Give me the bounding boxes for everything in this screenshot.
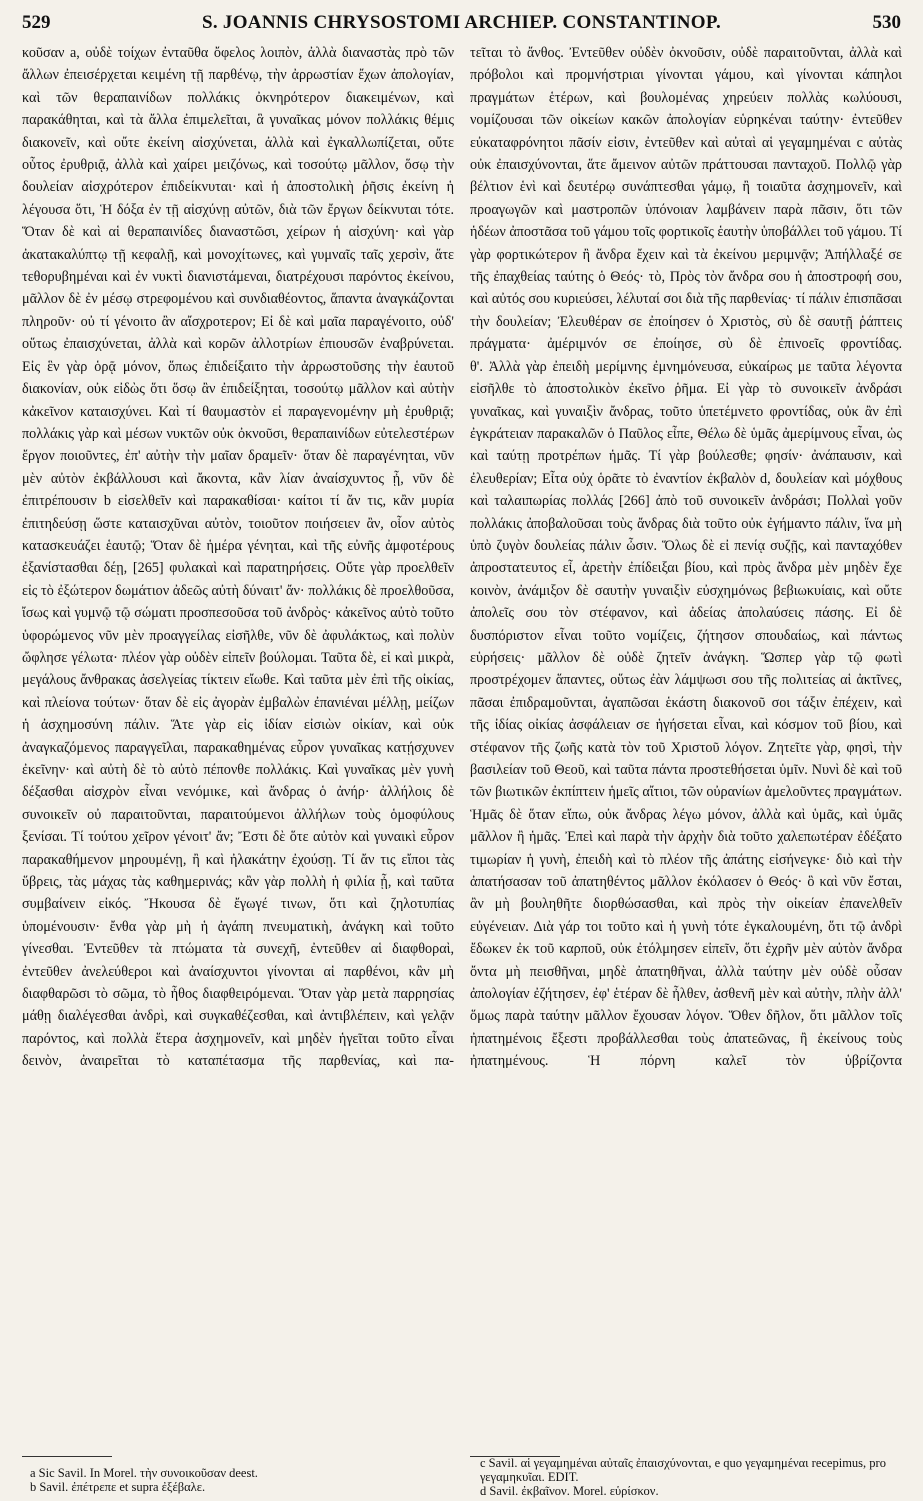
footnotes-left (30, 1466, 450, 1494)
left-paragraph: κοῦσαν a, οὐδὲ τοίχων ἐνταῦθα ὄφελος λοιπὸν, ἀλλὰ διαναστὰς πρὸ τῶν ἄλλων ἐπεισέρχεται κειμένη τῇ παρθένῳ, τὴν ἀρρωστίαν ἔχων ἀπολογίαν, καὶ τῶν θεραπαινίδων πολλάκις ὀκνηρότερον διακειμένων, καὶ παρακάθηται, καὶ τὰ ἄλλα ἐπιμελεῖται, ἃ γυναῖκας μόνον πολλάκις θέμις διακονεῖν, καὶ οὔτε ἐκείνη αἰσχύνεται, ἀλλὰ καὶ ἐγκαλλωπίζεται, οὔτε οὗτος ἐρυθριᾷ, ἀλλὰ καὶ χαίρει μειζόνως, καὶ τοσούτῳ μᾶλλον, ὅσῳ τὴν δουλείαν αἰσχρότερον ἐπιδείκνυται· καὶ ἡ ἀποστολικὴ ῥῆσις ἐκείνη ἡ λέγουσα ὅτι, Ἡ δόξα ἐν τῇ αἰσχύνῃ αὐτῶν, διὰ τῶν ἔργων δείκνυται τότε. Ὅταν δὲ καὶ αἱ θεραπαινίδες διαναστῶσι, χείρων ἡ αἰσχύνη· καὶ γὰρ ἀκατακαλύπτῳ τῇ κεφαλῇ, καὶ μονοχίτωνες, καὶ γυμναῖς ταῖς χερσὶν, ἅτε τεθορυβημέναι καὶ ἐν νυκτὶ διανιστάμεναι, διατρέχουσι παρόντος ἐκείνου, μᾶλλον δὲ ἐν μέσῳ στρεφομένου καὶ συνδιαθέοντος, ἅπαντα ἀναγκάζονται πληροῦν· οὐ τί γένοιτο ἂν αἴσχροτερον; Εἰ δὲ καὶ μαῖα παραγένοιτο, οὐδ' οὕτως ἐπαισχύνεται, ἀλλὰ καὶ κορῶν ἀλλοτρίων ἐπιουσῶν ἐναβρύνεται. Εἰς ἓν γὰρ ὁρᾷ μόνον, ὅπως ἐπιδείξαιτο τὴν ἀρρωστοῦσης τὴν ἑαυτοῦ διακονίαν, οὐκ εἰδὼς ὅτι ὅσῳ ἂν ἐπιδείξηται, τοσούτῳ μᾶλλον καὶ αὐτὴν κἀκεῖνον καταισχύνει. Καὶ τί θαυμαστὸν εἰ παραγενομένην μὴ ἐρυθριᾷ; πολλάκις γὰρ καὶ μέσων νυκτῶν οὐκ ὀκνοῦσι, θεραπαινίδων εὐτελεστέρων ἔργον ποιοῦντες, ἐπ' αὐτὴν τὴν μαῖαν δραμεῖν· ὅταν δὲ παραγένηται, νῦν μὲν αὐτὸν ἐκβάλλουσι καὶ ἄκοντα, κἂν λίαν ἀναίσχυντος ᾖ, νῦν δὲ ἐπιτρέπουσιν b εἰσελθεῖν καὶ παρακαθίσαι· καίτοι τί ἄν τις, κἂν μυρία ἐπιτηδεύσῃ ὥστε καταισχῦναι αὐτὸν, τοιοῦτον ποιήσειεν ἂν, οἷον αὐτὸς κατασκευάζει ἑαυτῷ; Ὅταν δὲ ἡμέρα γένηται, καὶ τῆς εὐνῆς ἀμφοτέρους ἐξανίστασθαι δέῃ, [265] φυλακαὶ καὶ παρατηρήσεις. Οὔτε γὰρ προελθεῖν εἰς τὸ ἐξώτερον δωμάτιον ἀδεῶς αὐτὴ δύναιτ' ἄν· πολλάκις δὲ προελθοῦσα, ἴσως καὶ γυμνῷ τῷ σώματι προσπεσοῦσα τοῦ ἀνδρὸς· κἀκεῖνος αὐτὸ τοῦτο ὑφορώμενος νῦν μὲν προαγγείλας εἰσῆλθε, νῦν δὲ ἀφυλάκτως, καὶ πολὺν ὤφλησε γέλωτα· πλέον γὰρ οὐδὲν εἰπεῖν βούλομαι. Ταῦτα δὲ, εἰ καὶ μικρὰ, μεγάλους ἄνθρακας ἀσελγείας τίκτειν εἴωθε. Καὶ ταῦτα μὲν ἐπὶ τῆς οἰκίας, καὶ πλείονα τούτων· ὅταν δὲ εἰς ἀγορὰν ἐμβαλὼν ἐπανιέναι μέλλῃ, μείζων ἡ ἀσχημοσύνη πάλιν. Ἅτε γὰρ εἰς ἰδίαν εἰσιὼν οἰκίαν, καὶ οὐκ ἀναγκαζόμενος παραγγεῖλαι, παρακαθημένας εὗρον γυναῖκας κατῄσχυνεν ἐκεῖνην· καὶ αὐτὴ δὲ τὸ αὐτὸ πέπονθε πολλάκις. Καὶ γυναῖκας μὲν γυνὴ δέξασθαι αἰσχρὸν εἶναι νενόμικε, καὶ ἄνδρας ὁ ἀνήρ· ἀλλήλοις δὲ συνοικεῖν οὐ παραιτοῦνται, παραιτούμενοι ἀλλήλων τοὺς ὁμοφύλους ξενίσαι. Τί τούτου χεῖρον γένοιτ' ἄν; Ἔστι δὲ ὅτε αὐτὸν καὶ γυναικὶ εὗρον παρακαθήμενον μηρουμένῃ, ἢ καὶ ἠλακάτην ἐχούσῃ. Τί ἄν τις εἴποι τὰς ὕβρεις, τὰς μάχας τὰς καθημερινάς; κἂν γὰρ πολλὴ ἡ φιλία ᾖ, καὶ ταῦτα συμβαίνειν εἰκός. Ἤκουσα δὲ ἔγωγέ τινων, ὅτι καὶ ζηλοτυπίας ὑπομένουσιν· ἔνθα γὰρ μὴ ἡ ἀγάπη πνευματικὴ, ἀνάγκη καὶ τοῦτο γίνεσθαι. Ἐντεῦθεν τὰ πτώματα τὰ συνεχῆ, ἐντεῦθεν αἱ διαφθοραὶ, ἐντεῦθεν ἀνελεύθεροι καὶ ἀναίσχυντοι γίνονται αἱ παρθένοι, κἂν μὴ διαφθαρῶσι τὸ σῶμα, τὸ ἦθος διαφθειρόμεναι. Ὅταν γὰρ μετὰ παρρησίας μάθῃ διαλέγεσθαι ἀνδρὶ, καὶ συγκαθέζεσθαι, καὶ ἀντιβλέπειν, καὶ γελᾷν παρόντος, καὶ πολλὰ ἕτερα ἀσχημονεῖν, καὶ μηδὲν ἡγεῖται τοῦτο εἶναι δεινὸν, ἀναιρεῖται τὸ καταπέτασμα τῆς παρθενίας, καὶ πα- (22, 45, 454, 1070)
page-number-right: 530 (872, 12, 901, 33)
footnote: c Savil. αἱ γεγαμημέναι αὐταῖς ἐπαισχύνονται, e quo γεγαμημέναι recepimus, pro γεγαμηκυῖαι. EDIT. (480, 1456, 886, 1484)
footnote: a Sic Savil. In Morel. τὴν συνοικοῦσαν deest. (30, 1466, 258, 1480)
running-header (22, 12, 901, 42)
footnote: d Savil. ἐκβαῖνον. Morel. εὑρίσκον. (480, 1484, 659, 1498)
page-number-left: 529 (22, 12, 51, 33)
right-column (470, 42, 902, 1073)
footnotes-right (480, 1456, 900, 1498)
left-column (22, 42, 454, 1073)
footnote-rule-left (22, 1456, 112, 1457)
right-paragraph: θ'. Ἀλλὰ γὰρ ἐπειδὴ μερίμνης ἐμνημόνευσα, εὐκαίρως με ταῦτα λέγοντα εἰσῆλθε τὸ ἀποστολικὸν ἐκεῖνο ῥῆμα. Εἰ γὰρ τὸ συνοικεῖν ἀνδράσι γυναῖκας, καὶ γυναιξὶν ἄνδρας, τοῦτο ὑπετέμνετο φροντίδας, οὐκ ἂν ἐπὶ ἐγκράτειαν παρακαλῶν ὁ Παῦλος εἶπε, Θέλω δὲ ὑμᾶς ἀμερίμνους εἶναι, ὡς καὶ ταύτῃ προτρέπων ἡμᾶς. Τί γὰρ βούλεσθε; φησίν· ἀνάπαυσιν, καὶ ἐλευθερίαν; Εἶτα οὐχ ὁρᾶτε τὸ ἐναντίον ἐκβαλὸν d, δουλείαν καὶ μόχθους καὶ ταλαιπωρίας πολλάς [266] ἀπὸ τοῦ συνοικεῖν ἀνδράσι; Πολλαὶ γοῦν πολλάκις ἀποβαλοῦσαι τοὺς ἄνδρας διὰ τοῦτο οὐκ ἐγήμαντο πάλιν, ἵνα μὴ ὑπὸ ζυγὸν δουλείας πάλιν ὦσιν. Ὅλως δὲ εἰ πενίᾳ συζῇς, καὶ πανταχόθεν ἀπροστατευτος εἶ, ἀρετὴν ἐπίδειξαι βίου, καὶ πρὸς ἄνδρα μὲν μηδὲν ἔχε κοινὸν, ἀνάμιξον δὲ σαυτὴν γυναιξὶν εὐσχημόνως βεβιωκυίαις, καὶ οὔτε ἀπολεῖς σου τὸν στέφανον, καὶ ἀδείας ἀπολαύσεις πάσης. Εἰ δὲ δυσπόριστον εἶναι τοῦτο νομίζεις, ζήτησον σπουδαίως, καὶ πάντως εὑρήσεις· μᾶλλον δὲ οὐδὲ ζητεῖν ἀνάγκη. Ὥσπερ γὰρ τῷ φωτὶ προστρέχομεν ἅπαντες, οὕτως ἐὰν λάμψωσι σου τῆς πολιτείας αἱ ἀκτῖνες, πᾶσαι ἐπιδραμοῦνται, ἀγαπῶσαι ἑκάστη διακονοῦ σοι τάξιν ἐπέχειν, καὶ τῆς ἰδίας οἰκίας ἀσφάλειαν σε ἡγήσεται εἶναι, καὶ κόσμον τοῦ βίου, καὶ στέφανον τῆς ζωῆς κατὰ τὸν τοῦ Χριστοῦ λόγον. Ζητεῖτε γὰρ, φησὶ, τὴν βασιλείαν τοῦ Θεοῦ, καὶ ταῦτα πάντα προστεθήσεται ὑμῖν. Νυνὶ δὲ καὶ τοῦ τῶν βιωτικῶν ἐκπίπτειν ἡμεῖς αἴτιοι, τῶν οὐρανίων ἀμελοῦντες πραγμάτων. Ἡμᾶς δὲ ὅταν εἴπω, οὐκ ἄνδρας λέγω μόνον, ἀλλὰ καὶ ὑμᾶς, καὶ ὑμᾶς μᾶλλον ἢ ἡμᾶς. Ἐπεὶ καὶ παρὰ τὴν ἀρχὴν διὰ τοῦτο χαλεπωτέραν ἐδέξατο τιμωρίαν ἡ γυνὴ, ἐπειδὴ καὶ τὸ πλέον τῆς ἀπάτης εἰσήνεγκε· διὸ καὶ τὴν ἀπατήσασαν τοῦ ἀπατηθέντος μᾶλλον ἐκόλασεν ὁ Θεός· ὃ καὶ νῦν ἔσται, ἂν μὴ βουληθῆτε διορθώσασθαι, καὶ πρὸς τὴν οἰκείαν ἐπανελθεῖν εὐγένειαν. Διὰ γάρ τοι τοῦτο καὶ ἡ γυνὴ τότε ἐγκαλουμένη, ὅτι τῷ ἀνδρὶ ἔδωκεν ἐκ τοῦ καρποῦ, οὐκ ἐτόλμησεν εἰπεῖν, ὅτι ἐχρῆν μὲν αὐτὸν ἄνδρα ὄντα μὴ πεισθῆναι, μηδὲ ἀπατηθῆναι, ἀλλὰ ταύτην μὲν οὐδὲ οὖσαν ἀπολογίαν ἐζήτησεν, ἐφ' ἑτέραν δὲ ἦλθεν, ἀσθενῆ μὲν καὶ αὐτὴν, πλὴν ἀλλ' ὅμως παρὰ ταύτην μᾶλλον ἔχουσαν λόγον. Ὅθεν δῆλον, ὅτι μᾶλλον τοῖς ἠπατημένοις ἔξεστι προβάλλεσθαι τοὺς ἀπατεῶνας, ἢ ἐκείνους τοὺς ἠπατημένους. Ἡ πόρνη καλεῖ τὸν ὑβρίζοντα (470, 358, 902, 1070)
running-title: S. JOANNIS CHRYSOSTOMI ARCHIEP. CONSTANTINOP. (201, 12, 722, 33)
right-paragraph: τεῖται τὸ ἄνθος. Ἐντεῦθεν οὐδὲν ὀκνοῦσιν, οὐδὲ παραιτοῦνται, ἀλλὰ καὶ πρόβολοι καὶ προμνήστριαι γίνονται γάμου, καὶ γίνονται κάπηλοι πραγμάτων ἑτέρων, καὶ βουλομένας χηρεύειν πολλὰς κωλύουσι, νομίζουσαι τῶν οἰκείων κακῶν ἀπολογίαν εὑρηκέναι ταύτην· ἐντεῦθεν εὐκαταφρόνητοι πᾶσίν εἰσιν, ἐντεῦθεν καὶ αὐταὶ αἱ γεγαμημέναι c αὐτὰς οὐκ ἐπαισχύνονται, ἅτε ἄμεινον αὐτῶν πράττουσαι πανταχοῦ. Πολλῷ γὰρ βέλτιον ἑνὶ καὶ δευτέρῳ συνάπτεσθαι γάμῳ, ἢ τοιαῦτα ἀσχημονεῖν, καὶ προαγωγῶν καὶ μαστροπῶν ὑπόνοιαν λαμβάνειν παρὰ πᾶσιν, ὅτι τῶν ἡδέων ἀποστᾶσα τοῦ γάμου τοῖς φορτικοῖς ἑαυτὴν ὑποβάλλει τοῦ γάμου. Τί γὰρ φορτικώτερον ἢ ἄνδρα ἔχειν καὶ τὰ ἐκείνου μεριμνᾷν; Ἀπήλλαξέ σε τῆς ἐπαχθείας ταύτης ὁ Θεός· τὸ, Πρὸς τὸν ἄνδρα σου ἡ ἀποστροφή σου, καὶ αὐτός σου κυριεύσει, λέλυταί σοι διὰ τῆς παρθενίας· τί πάλιν ἐπισπᾶσαι τὴν δουλείαν; Ἐλευθέραν σε ἐποίησεν ὁ Χριστὸς, σὺ δὲ σαυτῇ ῥάπτεις πράγματα· ἀμέριμνόν σε ἐποίησε, σὺ δὲ ἐπινοεῖς φροντίδας. (470, 45, 902, 353)
footnote: b Savil. ἐπέτρεπε et supra ἐξέβαλε. (30, 1480, 206, 1494)
